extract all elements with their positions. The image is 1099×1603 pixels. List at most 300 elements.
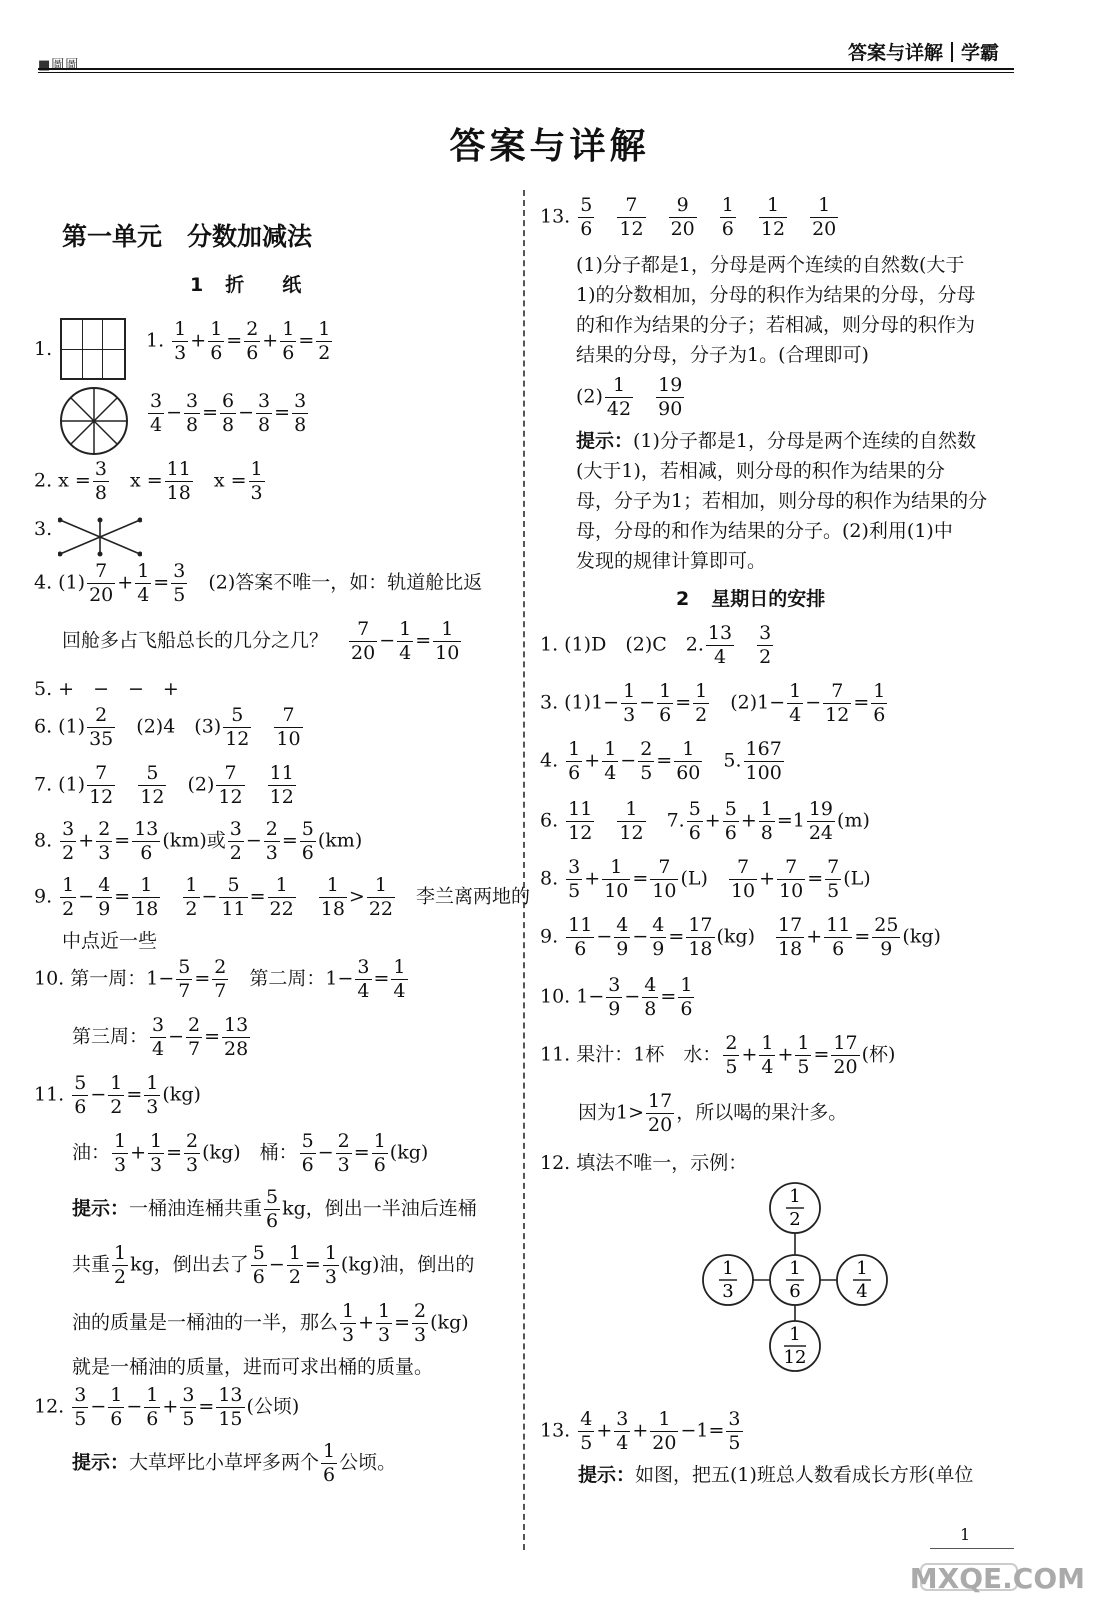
text-segment: −	[168, 1025, 185, 1048]
question-number: 2.	[34, 469, 59, 492]
text-segment: ，所以喝的果汁多。	[676, 1101, 848, 1124]
text-segment: 7.	[647, 809, 685, 832]
text-segment: (kg)	[902, 925, 941, 948]
text-segment: =1	[776, 809, 805, 832]
text-segment: 第二周：1−	[230, 967, 354, 990]
text-segment: =	[353, 1141, 370, 1164]
q3-number: 3.	[34, 518, 53, 540]
text-segment: =	[668, 925, 685, 948]
text-segment: −	[632, 925, 649, 948]
fraction: $\frac{5}{12}$	[140, 762, 165, 808]
text-segment: −	[639, 691, 656, 714]
q10-line-b	[72, 1016, 252, 1059]
fraction: $\frac{7}{10}$	[779, 856, 804, 902]
fraction: $\frac{1}{10}$	[604, 856, 629, 902]
fraction: $\frac{5}{6}$	[724, 798, 737, 844]
fraction: $\frac{7}{10}$	[652, 856, 677, 902]
fraction: $\frac{3}{4}$	[152, 1014, 165, 1060]
fraction: $\frac{2}{7}$	[188, 1014, 201, 1060]
r12-line: 12. 填法不唯一，示例：	[540, 1152, 748, 1174]
r8-line	[540, 858, 871, 901]
text-segment: 回舱多占飞船总长的几分之几？	[62, 629, 348, 652]
r13-line-f	[576, 376, 686, 419]
fraction: $\frac{1}{6}$	[721, 194, 734, 240]
q1-line-a	[146, 320, 334, 363]
text-segment: −	[245, 829, 262, 852]
fraction: $\frac{25}{9}$	[874, 914, 899, 960]
text-segment: +	[117, 571, 134, 594]
fraction: $\frac{1}{4}$	[761, 1032, 774, 1078]
text-segment: =	[153, 571, 170, 594]
text-segment: +	[262, 329, 279, 352]
circle-center	[770, 1255, 820, 1305]
text-segment: 油的质量是一桶油的一半，那么	[72, 1311, 339, 1334]
text-segment: =	[114, 829, 131, 852]
fraction: $\frac{1}{6}$	[873, 680, 886, 726]
text-segment: =	[274, 401, 291, 424]
fraction: $\frac{1}{6}$	[680, 974, 693, 1020]
fraction: $\frac{1}{3}$	[378, 1300, 391, 1346]
fraction: $\frac{13}{6}$	[134, 818, 159, 864]
fraction: $\frac{1}{22}$	[368, 874, 394, 920]
text-segment: +	[741, 1043, 758, 1066]
fraction: $\frac{1}{6}$	[568, 738, 581, 784]
fraction: $\frac{2}{6}$	[246, 318, 259, 364]
brand-logo: 学霸	[960, 42, 999, 64]
text-segment: =	[226, 329, 243, 352]
fraction: $\frac{5}{6}$	[580, 194, 593, 240]
text-segment: =	[854, 925, 871, 948]
fraction: $\frac{1}{3}$	[146, 1072, 159, 1118]
q4-line-a	[34, 562, 482, 605]
fraction: $\frac{17}{18}$	[778, 914, 803, 960]
text-segment: (2)1−	[711, 691, 786, 714]
fraction: $\frac{167}{100}$	[745, 738, 782, 784]
text-segment: =	[807, 867, 824, 890]
r13-line-d: 的和作为结果的分子；若相减，则分母的积作为	[576, 314, 976, 336]
text-segment: 第一周：1−	[70, 967, 175, 990]
text-segment: 一桶油连桶共重	[129, 1197, 263, 1220]
circle-right	[837, 1255, 887, 1305]
text-segment: 公顷。	[339, 1451, 397, 1474]
fraction: $\frac{1}{2}$	[114, 1242, 127, 1288]
text-segment: +	[740, 809, 757, 832]
text-segment: =	[126, 1083, 143, 1106]
fraction: $\frac{1}{18}$	[134, 874, 159, 920]
r13-hint	[578, 1462, 973, 1488]
text-segment: (kg)	[162, 1083, 201, 1106]
text-segment: −	[317, 1141, 334, 1164]
text-segment: (2)	[576, 385, 603, 408]
fraction: $\frac{5}{6}$	[74, 1072, 87, 1118]
text-segment: (kg)	[716, 925, 775, 948]
text-segment: =	[415, 629, 432, 652]
r13-hint-e: 发现的规律计算即可。	[576, 550, 767, 572]
fraction: $\frac{5}{6}$	[301, 1130, 314, 1176]
question-number: 8.	[540, 867, 565, 890]
fraction: $\frac{3}{4}$	[357, 956, 370, 1002]
fraction: $\frac{7}{10}$	[730, 856, 756, 902]
text-segment: +	[190, 329, 207, 352]
fraction: $\frac{3}{9}$	[608, 974, 621, 1020]
hint-label: 提示：	[72, 1197, 130, 1220]
fraction: $\frac{5}{6}$	[688, 798, 701, 844]
text-segment: −	[624, 985, 641, 1008]
q11-hint-d: 就是一桶油的质量，进而可求出桶的质量。	[72, 1356, 434, 1378]
text-segment: =	[660, 985, 677, 1008]
fraction: $\frac{5}{6}$	[252, 1242, 265, 1288]
text-segment: −	[78, 885, 95, 908]
text-segment: 因为1>	[578, 1101, 645, 1124]
question-number: 13.	[540, 205, 577, 228]
fraction: $\frac{1}{42}$	[606, 374, 632, 420]
text-segment: =	[656, 749, 673, 772]
text-segment: +	[632, 1419, 649, 1442]
text-segment: =	[298, 329, 315, 352]
fraction: $\frac{4}{9}$	[652, 914, 665, 960]
fraction: $\frac{3}{5}$	[728, 1408, 741, 1454]
fraction: $\frac{13}{15}$	[218, 1384, 243, 1430]
question-number: 9.	[540, 925, 565, 948]
text-segment: −	[90, 1083, 107, 1106]
text-segment: (L)	[843, 867, 871, 890]
header-title: 答案与详解	[847, 42, 943, 64]
fraction: $\frac{3}{8}$	[186, 390, 199, 436]
r3-line	[540, 682, 889, 725]
fraction: $\frac{1}{10}$	[435, 618, 460, 664]
text-segment: =	[394, 1311, 411, 1334]
fraction: $\frac{2}{5}$	[640, 738, 653, 784]
text-segment	[596, 206, 615, 228]
fraction: $\frac{1}{3}$	[324, 1242, 337, 1288]
text-segment	[648, 206, 667, 228]
question-number: 10.	[34, 967, 71, 990]
fraction: $\frac{7}{12}$	[619, 194, 644, 240]
r13-line-c: 1)的分数相加，分母的积作为结果的分母，分母	[576, 284, 976, 306]
r9-line	[540, 916, 941, 959]
q11-hint-a	[72, 1188, 477, 1231]
text-segment: =	[373, 967, 390, 990]
text-segment: (kg)	[430, 1311, 469, 1334]
fraction: $\frac{11}{12}$	[269, 762, 294, 808]
text-segment: (1)	[58, 773, 86, 796]
svg-text:1: 1	[789, 1324, 801, 1345]
r6-line	[540, 800, 870, 843]
r13-line-b: (1)分子都是1，分母是两个连续的自然数(大于	[576, 254, 965, 276]
text-segment: −	[805, 691, 822, 714]
fraction: $\frac{1}{4}$	[393, 956, 406, 1002]
fraction: $\frac{7}{20}$	[89, 560, 114, 606]
fraction: $\frac{1}{4}$	[789, 680, 802, 726]
text-segment: =	[853, 691, 870, 714]
fraction: $\frac{13}{4}$	[707, 622, 733, 668]
fraction: $\frac{1}{2}$	[185, 874, 198, 920]
fraction: $\frac{1}{3}$	[174, 318, 187, 364]
svg-text:12: 12	[783, 1347, 807, 1368]
fraction: $\frac{1}{20}$	[652, 1408, 677, 1454]
text-segment: +	[777, 1043, 794, 1066]
text-segment: (1)分子都是1，分母是两个连续的自然数	[633, 430, 977, 452]
fraction: $\frac{1}{8}$	[760, 798, 773, 844]
fraction: $\frac{1}{2}$	[62, 874, 75, 920]
fraction: $\frac{3}{5}$	[74, 1384, 87, 1430]
hint-label: 提示：	[578, 1464, 636, 1486]
fraction: $\frac{1}{2}$	[110, 1072, 123, 1118]
fraction: $\frac{1}{3}$	[623, 680, 636, 726]
text-segment	[789, 206, 808, 228]
text-segment: =	[281, 829, 298, 852]
text-segment: (kg)	[389, 1141, 429, 1164]
svg-text:1: 1	[722, 1258, 734, 1279]
fraction: $\frac{11}{6}$	[826, 914, 851, 960]
text-segment: (L)	[680, 867, 727, 890]
text-segment: −	[268, 1253, 285, 1276]
fold-circle-figure	[58, 385, 130, 457]
svg-text:1: 1	[856, 1258, 868, 1279]
text-segment: (1)1−	[564, 691, 620, 714]
text-segment: 1−	[576, 985, 605, 1008]
fraction: $\frac{1}{3}$	[250, 458, 263, 504]
text-segment: −	[90, 1395, 107, 1418]
text-segment: x =	[110, 469, 163, 492]
fraction: $\frac{17}{20}$	[833, 1032, 858, 1078]
fraction: $\frac{19}{24}$	[808, 798, 834, 844]
fraction: $\frac{3}{2}$	[759, 622, 772, 668]
fraction: $\frac{2}{7}$	[214, 956, 227, 1002]
fraction: $\frac{2}{3}$	[186, 1130, 199, 1176]
text-segment: −	[126, 1395, 143, 1418]
text-segment: +	[806, 925, 823, 948]
fraction: $\frac{5}{12}$	[225, 704, 250, 750]
fraction: $\frac{13}{28}$	[224, 1014, 249, 1060]
text-segment: =	[304, 1253, 321, 1276]
q6-line	[34, 706, 305, 749]
text-segment: 如图，把五(1)班总人数看成长方形(单位	[635, 1464, 974, 1486]
hint-label: 提示：	[576, 430, 634, 452]
fraction: $\frac{17}{18}$	[688, 914, 713, 960]
fraction: $\frac{1}{12}$	[619, 798, 644, 844]
r13-equation	[540, 1410, 745, 1453]
fraction: $\frac{2}{3}$	[265, 818, 278, 864]
text-segment: +	[162, 1395, 179, 1418]
text-segment	[162, 886, 181, 908]
text-segment: (m)	[837, 809, 870, 832]
fraction: $\frac{3}{8}$	[94, 458, 107, 504]
text-segment: (公顷)	[246, 1395, 300, 1418]
text-segment: (2)4 (3)	[117, 715, 222, 738]
question-number: 4.	[34, 571, 59, 594]
svg-text:1: 1	[789, 1258, 801, 1279]
r1-line	[540, 624, 775, 667]
circle-bottom	[770, 1321, 820, 1371]
r11-line-b	[578, 1092, 847, 1135]
question-number: 11.	[34, 1083, 71, 1106]
fraction: $\frac{3}{5}$	[568, 856, 581, 902]
q9-line-b: 中点近一些	[62, 930, 158, 952]
svg-text:4: 4	[856, 1281, 868, 1302]
q1-number: 1.	[34, 338, 53, 360]
fraction: $\frac{7}{12}$	[89, 762, 114, 808]
fraction: $\frac{2}{5}$	[725, 1032, 738, 1078]
q9-line-a	[34, 876, 530, 919]
fraction: $\frac{1}{6}$	[210, 318, 223, 364]
fraction: $\frac{1}{6}$	[373, 1130, 386, 1176]
question-number: 9.	[34, 885, 59, 908]
question-number: 6.	[540, 809, 565, 832]
fraction: $\frac{2}{3}$	[337, 1130, 350, 1176]
text-segment	[253, 716, 272, 738]
fraction: $\frac{4}{8}$	[644, 974, 657, 1020]
fraction: $\frac{5}{6}$	[301, 818, 314, 864]
r4-line	[540, 740, 786, 783]
text-segment: 油：	[72, 1141, 111, 1164]
fraction: $\frac{7}{12}$	[825, 680, 850, 726]
text-segment: 5.	[704, 749, 742, 772]
text-segment: −	[620, 749, 637, 772]
fraction: $\frac{7}{5}$	[827, 856, 840, 902]
r13-hint-b: (大于1)，若相减，则分母的积作为结果的分	[576, 460, 945, 482]
fraction: $\frac{2}{35}$	[89, 704, 114, 750]
fraction: $\frac{2}{3}$	[98, 818, 111, 864]
question-number: 6.	[34, 715, 59, 738]
r13-line-e: 结果的分母，分子为1。(合理即可)	[576, 344, 869, 366]
text-segment: (1)	[58, 715, 86, 738]
fraction: $\frac{1}{3}$	[114, 1130, 127, 1176]
fraction: $\frac{1}{4}$	[137, 560, 150, 606]
question-number: 13.	[540, 1419, 577, 1442]
watermark-url: MXQE.COM	[909, 1562, 1085, 1595]
fraction: $\frac{17}{20}$	[648, 1090, 673, 1136]
question-number: 8.	[34, 829, 59, 852]
section-2-heading: 2 星期日的安排	[676, 588, 826, 610]
text-segment: +	[759, 867, 776, 890]
text-segment: +	[584, 749, 601, 772]
q4-line-b	[62, 620, 463, 663]
fraction: $\frac{1}{6}$	[110, 1384, 123, 1430]
text-segment	[596, 810, 615, 832]
fraction: $\frac{9}{20}$	[670, 194, 695, 240]
text-segment: (2)答案不唯一，如：轨道舱比返	[189, 571, 483, 594]
fraction: $\frac{3}{8}$	[294, 390, 307, 436]
text-segment: kg，倒出去了	[130, 1253, 249, 1276]
text-segment: −	[166, 401, 183, 424]
question-number: 1.	[540, 633, 565, 656]
unit-title: 第一单元 分数加减法	[62, 222, 313, 251]
text-segment: +	[78, 829, 95, 852]
text-segment: +	[584, 867, 601, 890]
svg-text:6: 6	[789, 1281, 801, 1302]
svg-text:2: 2	[789, 1209, 801, 1230]
fraction: $\frac{1}{5}$	[797, 1032, 810, 1078]
circle-left	[703, 1255, 753, 1305]
q11-hint-b	[72, 1244, 474, 1287]
fraction: $\frac{3}{5}$	[173, 560, 186, 606]
question-number: 12.	[34, 1395, 71, 1418]
text-segment: (km)或	[162, 829, 226, 852]
fraction: $\frac{11}{6}$	[568, 914, 593, 960]
r11-line-a	[540, 1034, 895, 1077]
q12-hint	[72, 1442, 396, 1485]
text-segment: 共重	[72, 1253, 111, 1276]
r13-hint-d: 母，分母的和作为结果的分子。(2)利用(1)中	[576, 520, 953, 542]
column-divider	[523, 190, 525, 1550]
text-segment: (杯)	[861, 1043, 896, 1066]
text-segment	[247, 774, 266, 796]
fraction: $\frac{3}{4}$	[616, 1408, 629, 1454]
fraction: $\frac{3}{5}$	[182, 1384, 195, 1430]
text-segment: 第三周：	[72, 1025, 149, 1048]
svg-text:3: 3	[722, 1281, 734, 1302]
fraction: $\frac{2}{3}$	[414, 1300, 427, 1346]
text-segment	[738, 206, 757, 228]
fraction: $\frac{5}{7}$	[178, 956, 191, 1002]
fraction: $\frac{4}{9}$	[616, 914, 629, 960]
text-segment: +	[358, 1311, 375, 1334]
fraction: $\frac{7}{20}$	[351, 618, 376, 664]
fraction: $\frac{1}{2}$	[695, 680, 708, 726]
text-segment: =	[198, 1395, 215, 1418]
r13-hint-c: 母，分子为1；若相加，则分母的积作为结果的分	[576, 490, 988, 512]
fraction: $\frac{1}{20}$	[812, 194, 837, 240]
text-segment: =	[813, 1043, 830, 1066]
fraction: $\frac{4}{5}$	[580, 1408, 593, 1454]
fraction: $\frac{1}{4}$	[604, 738, 617, 784]
q2-line	[34, 460, 267, 503]
fraction: $\frac{3}{8}$	[258, 390, 271, 436]
line-match-figure	[58, 516, 142, 558]
fraction: $\frac{11}{18}$	[166, 458, 191, 504]
text-segment	[298, 886, 317, 908]
fraction: $\frac{3}{4}$	[150, 390, 163, 436]
q11-hint-c	[72, 1302, 469, 1345]
text-segment: +	[704, 809, 721, 832]
fold-grid-figure	[60, 318, 126, 380]
fraction: $\frac{5}{6}$	[266, 1186, 279, 1232]
text-segment: x =	[194, 469, 247, 492]
text-segment: −1=	[680, 1419, 725, 1442]
r13-line-a	[540, 196, 840, 239]
text-segment: 果汁：1杯 水：	[576, 1043, 722, 1066]
q10-line-a	[34, 958, 410, 1001]
text-segment: (kg) 桶：	[202, 1141, 298, 1164]
text-segment: =	[249, 885, 266, 908]
text-segment: 大草坪比小草坪多两个	[129, 1451, 320, 1474]
text-segment: −	[596, 925, 613, 948]
text-segment	[117, 774, 136, 796]
fraction: $\frac{1}{22}$	[269, 874, 294, 920]
fraction: $\frac{1}{6}$	[323, 1440, 336, 1486]
text-segment: =	[166, 1141, 183, 1164]
section-1-heading: 1 折 纸	[190, 274, 302, 296]
hint-label: 提示：	[72, 1451, 130, 1474]
text-segment: =	[675, 691, 692, 714]
q11-line-a	[34, 1074, 201, 1117]
question-number: 10.	[540, 985, 577, 1008]
page-number: 1	[960, 1525, 971, 1544]
text-segment: (1)	[58, 571, 86, 594]
text-segment: =	[204, 1025, 221, 1048]
q12-line	[34, 1386, 299, 1429]
fraction: $\frac{1}{6}$	[282, 318, 295, 364]
text-segment: =	[632, 867, 649, 890]
text-segment: =	[114, 885, 131, 908]
text-segment: kg，倒出一半油后连桶	[282, 1197, 477, 1220]
r13-hint-a	[576, 428, 976, 454]
text-segment: (2)	[168, 773, 215, 796]
question-number: 1.	[146, 329, 171, 352]
text-segment: =	[194, 967, 211, 990]
text-segment: −	[379, 629, 396, 652]
